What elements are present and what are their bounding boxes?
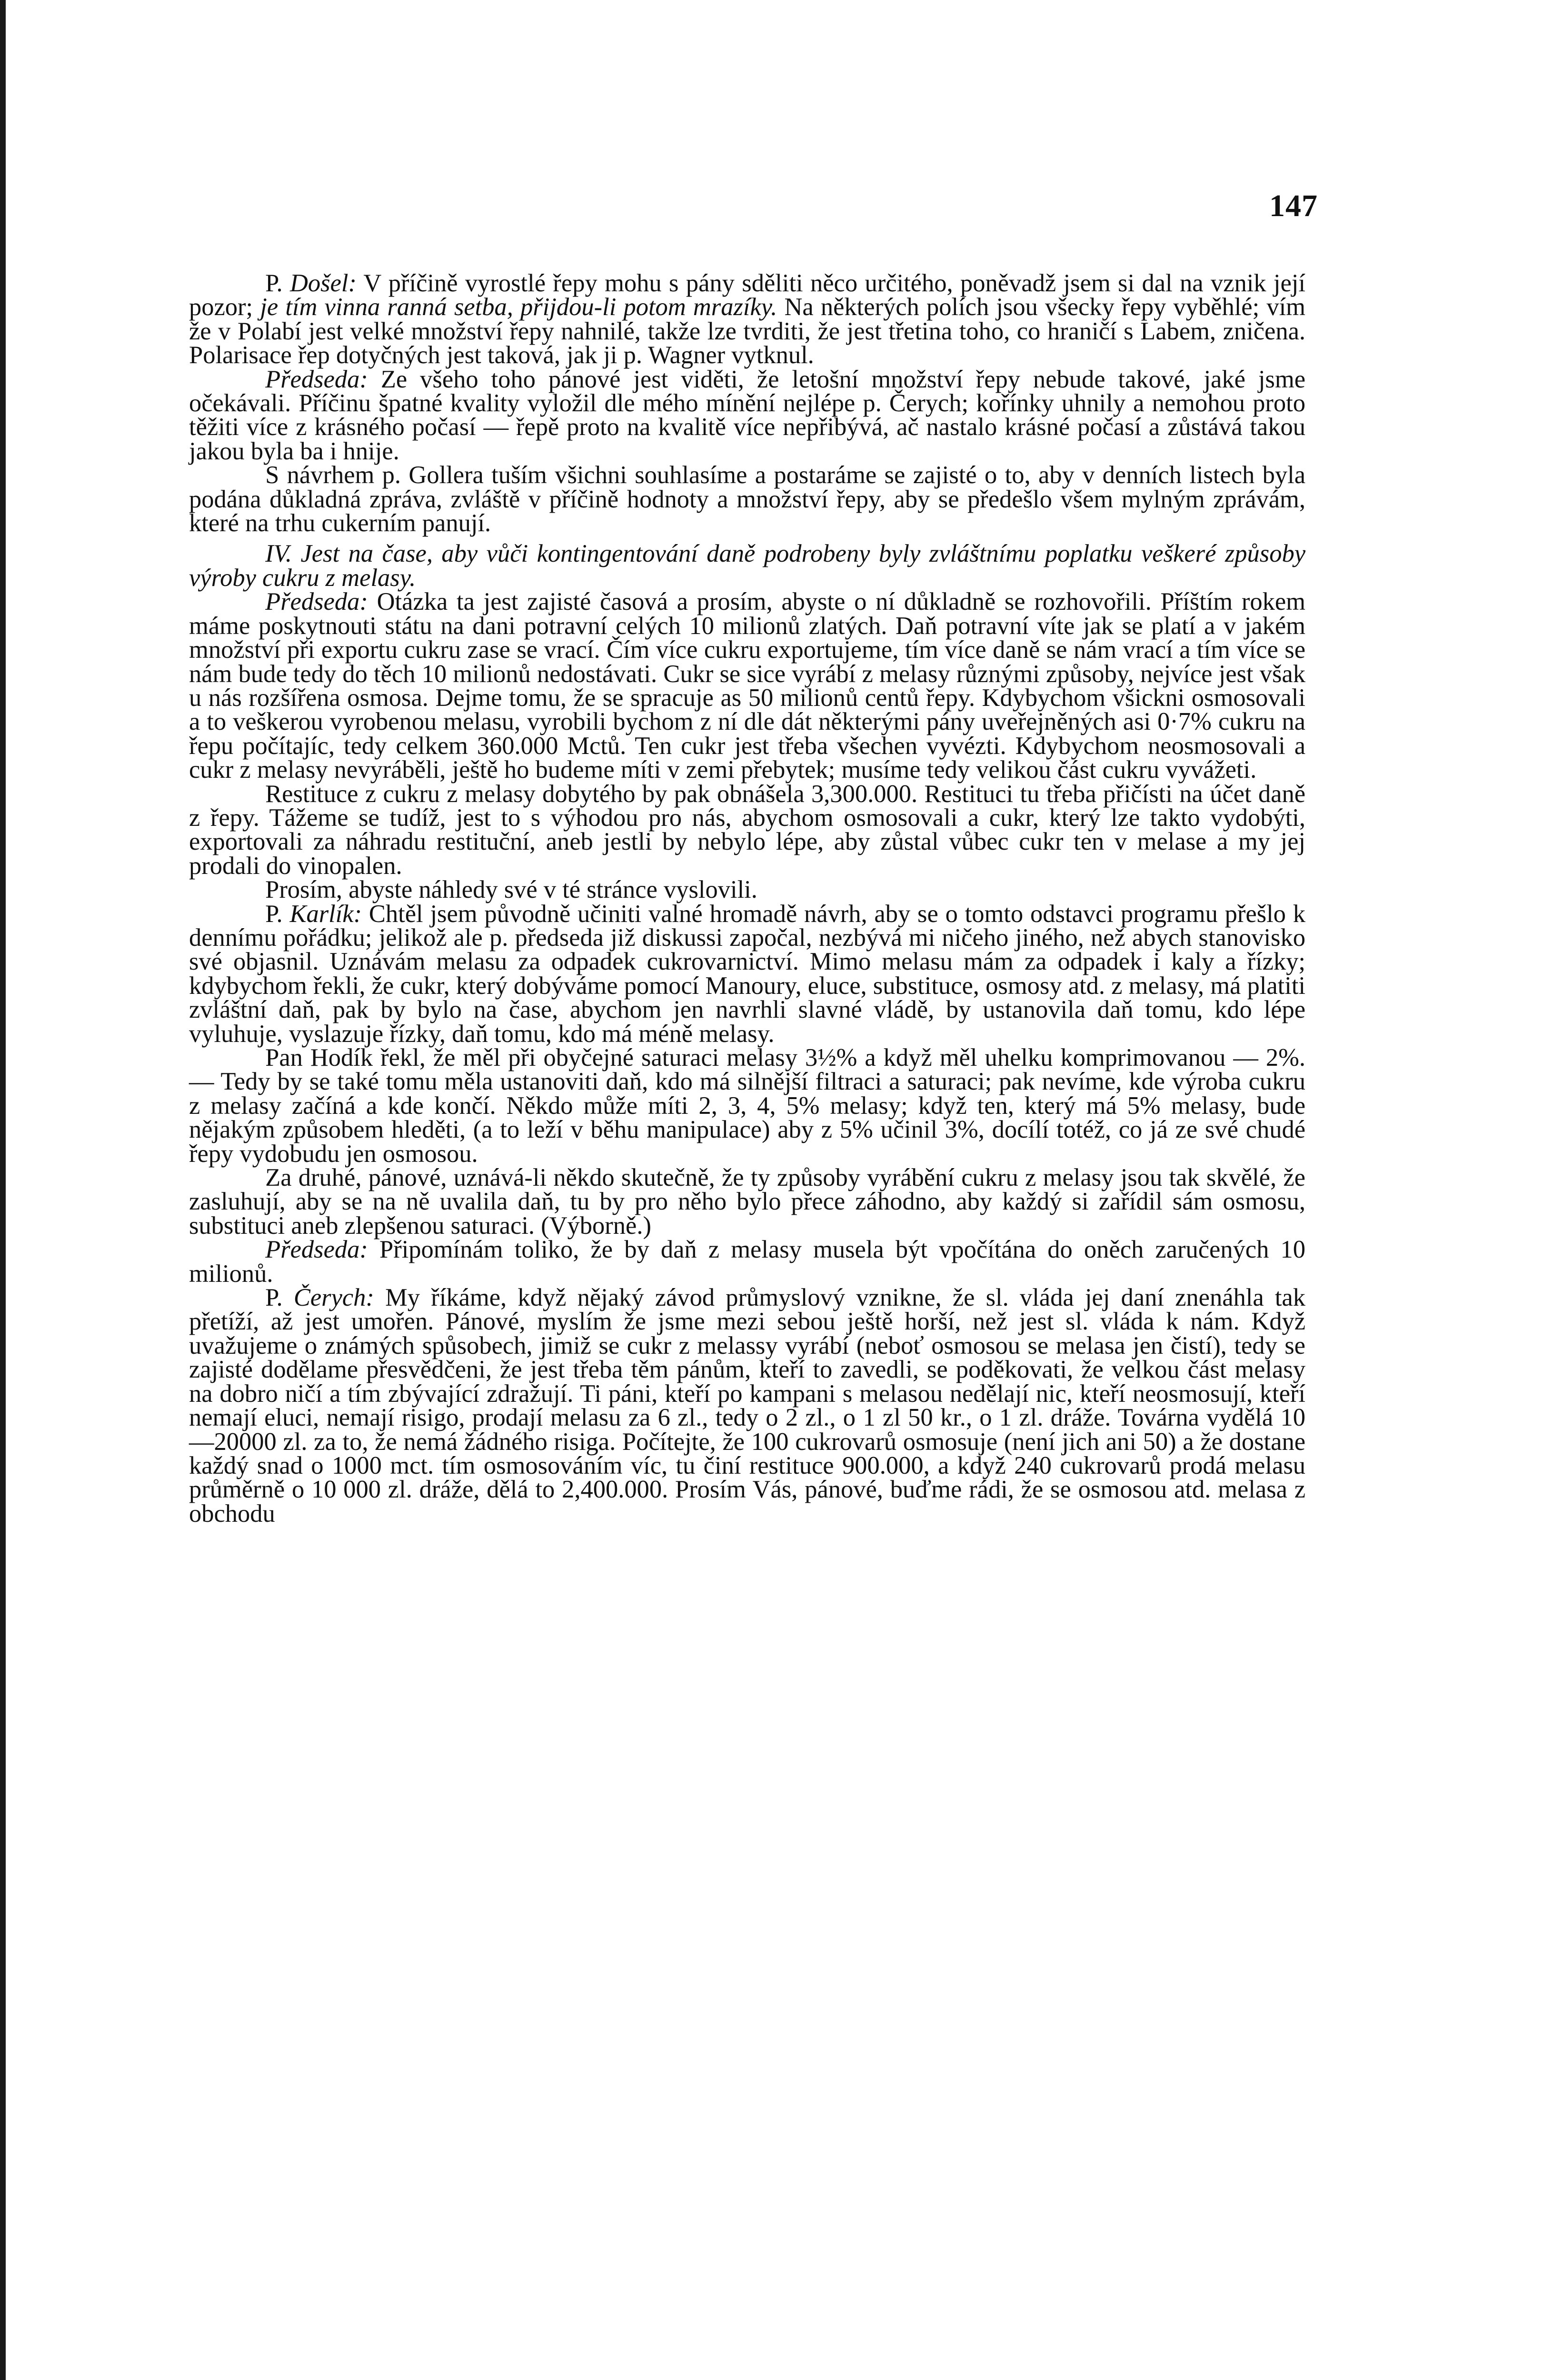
paragraph-predseda-1 — [189, 367, 1305, 464]
paragraph-dosel — [189, 271, 1305, 367]
speaker-name: Čerych: — [293, 1284, 374, 1312]
speaker-name: Došel: — [290, 269, 357, 297]
paragraph-za-druhe: Za druhé, pánové, uznává-li někdo skutečně, že ty způsoby vyrábění cukru z melasy jsou tak skvělé, že zasluhují, aby se na ně uvalila daň, tu by pro něho bylo přece záhodno, aby každý si zařídil sám osmosu, substituci aneb zlepšenou saturaci. (Výborně.) — [189, 1164, 1305, 1240]
paragraph-prosim: Prosím, abyste náhledy své v té stránce vyslovili. — [265, 876, 757, 904]
paragraph-restituce: Restituce z cukru z melasy dobytého by pak obnášela 3,300.000. Restituci tu třeba přičísti na účet daně z řepy. Tážeme se tudíž, jest to s výhodou pro nás, abychom osmosovali a cukr, který lze takto vydobýti, exportovali za náhradu restituční, aneb jestli by nebylo lépe, aby zůstal vůbec cukr ten v melase a my jej prodali do vinopalen. — [189, 780, 1305, 880]
paragraph-predseda-2 — [189, 590, 1305, 782]
speaker-prefix: P. — [265, 269, 290, 297]
paragraph-goller-proposal: S návrhem p. Gollera tuším všichni souhlasíme a postaráme se zajisté o to, aby v denních listech byla podána důkladná zpráva, zvláště v příčině hodnoty a množství řepy, aby se předešlo všem mylným zprávám, které na trhu cukerním panují. — [189, 461, 1305, 537]
emphasized-text: je tím vinna ranná setba, přijdou-li potom mrazíky. — [260, 293, 777, 321]
paragraph-text: Chtěl jsem původně učiniti valné hromadě návrh, aby se o tomto odstavci programu přešlo k dennímu pořádku; jelikož ale p. předseda již diskussi započal, nezbývá mi ničeho jiného, než abych stanovisko své objasnil. Uznávám melasu za odpadek cukrovarnictví. Mimo melasu mám za odpadek i kaly a řízky; kdybychom řekli, že cukr, který dobýváme pomocí Manoury, eluce, substituce, osmosy atd. z melasy, má platiti zvláštní daň, pak by bylo na čase, abychom jen navrhli slavné vládě, by ustanovila daň tomu, kdo lépe vyluhuje, vyslazuje řízky, daň tomu, kdo má méně melasy. — [189, 900, 1305, 1048]
paragraph-text: My říkáme, když nějaký závod průmyslový vznikne, že sl. vláda jej daní znenáhla tak přetíží, až jest umořen. Pánové, myslím že jsme mezi sebou ještě horší, než jest sl. vláda k nám. Když uvažujeme o známých spůsobech, jimiž se cukr z melassy vyrábí (neboť osmosou se melasa jen čistí), tedy se zajisté dodělame přesvědčeni, že jest třeba těm pánům, kteří to zavedli, se poděkovati, že velkou část melasy na dobro ničí a tím zbývající zdražují. Ti páni, kteří po kampani s melasou nedělají nic, kteří neosmosují, kteří nemají eluci, nemají risigo, prodají melasu za 6 zl., tedy o 2 zl., o 1 zl 50 kr., o 1 zl. dráže. Továrna vydělá 10—20000 zl. za to, že nemá žádného risiga. Počítejte, že 100 cukrovarů osmosuje (není jich ani 50) a že dostane každý snad o 1000 mct. tím osmosováním víc, tu činí restituce 900.000, a když 240 cukrovarů prodá melasu průměrně o 10 000 zl. dráže, dělá to 2,400.000. Prosím Vás, pánové, buďme rádi, že se osmosou atd. melasa z obchodu — [189, 1284, 1305, 1527]
speaker-name: Předseda: — [265, 1236, 368, 1264]
paragraph-hodik: Pan Hodík řekl, že měl při obyčejné saturaci melasy 3½% a když měl uhelku komprimovanou — 2%. — Tedy by se také tomu měla ustanoviti daň, kdo má silnější filtraci a saturaci; pak nevíme, kde výroba cukru z melasy začíná a kde končí. Někdo může míti 2, 3, 4, 5% melasy; když ten, který má 5% melasy, bude nějakým způsobem hleděti, (a to leží v běhu manipulace) aby z 5% učinil 3%, docílí totéž, co já ze své chudé řepy vydobudu jen osmosou. — [189, 1044, 1305, 1168]
paragraph-karlik — [189, 902, 1305, 1046]
agenda-item-iv: IV. Jest na čase, aby vůči kontingentování daně podrobeny byly zvláštnímu poplatku veškeré způsoby výroby cukru z melasy. — [189, 540, 1305, 592]
speaker-name: Předseda: — [265, 365, 368, 393]
paragraph-text: V příčině vyrostlé řepy mohu s pány sděliti něco určitého, poněvadž jsem si dal na vznik její pozor; — [189, 269, 1305, 321]
page-number: 147 — [1269, 188, 1318, 223]
speaker-prefix: P. — [265, 900, 290, 928]
paragraph-text: Otázka ta jest zajisté časová a prosím, abyste o ní důkladně se rozhovořili. Příštím rokem máme poskytnouti státu na dani potravní celých 10 milionů zlatých. Daň potravní víte jak se platí a v jakém množství při exportu cukru zase se vrací. Čím více cukru exportujeme, tím více daně se nám vrací a tím více se nám bude tedy do těch 10 milionů nedostávati. Cukr se sice vyrábí z melasy různými způsoby, nejvíce jest však u nás rozšířena osmosa. Dejme tomu, že se spracuje as 50 milionů centů řepy. Kdybychom všickni osmosovali a to veškerou vyrobenou melasu, vyrobili bychom z ní dle dát některými pány uveřejněných asi 0·7% cukru na řepu počítajíc, tedy celkem 360.000 Mctů. Ten cukr jest třeba všechen vyvézti. Kdybychom neosmosovali a cukr z melasy nevyráběli, ještě ho budeme míti v zemi přebytek; musíme tedy velikou část cukru vyvážeti. — [189, 588, 1305, 784]
paragraph-predseda-3 — [189, 1238, 1305, 1286]
body-text — [189, 271, 1305, 1526]
paragraph-text: Ze všeho toho pánové jest viděti, že letošní množství řepy nebude takové, jaké jsme očekávali. Příčinu špatné kvality vyložil dle mého mínění nejlépe p. Čerych; kořínky uhnily a nemohou proto těžiti více z krásného počasí — řepě proto na kvalitě více nepřibývá, ač nastalo krásné počasí a zůstává takou jakou byla ba i hnije. — [189, 365, 1305, 465]
speaker-name: Karlík: — [289, 900, 362, 928]
speaker-prefix: P. — [265, 1284, 294, 1312]
paragraph-cerych — [189, 1286, 1305, 1526]
paragraph-text: Připomínám toliko, že by daň z melasy musela být vpočítána do oněch zaručených 10 milionů. — [189, 1236, 1305, 1288]
scan-edge — [0, 0, 6, 2380]
speaker-name: Předseda: — [265, 588, 368, 616]
paragraph-text: Na některých polích jsou všecky řepy vyběhlé; vím že v Polabí jest velké množství řepy nahnilé, takže lze tvrditi, že jest třetina toho, co hraničí s Labem, zničena. Polarisace řep dotyčných jest taková, jak ji p. Wagner vytknul. — [189, 293, 1305, 369]
